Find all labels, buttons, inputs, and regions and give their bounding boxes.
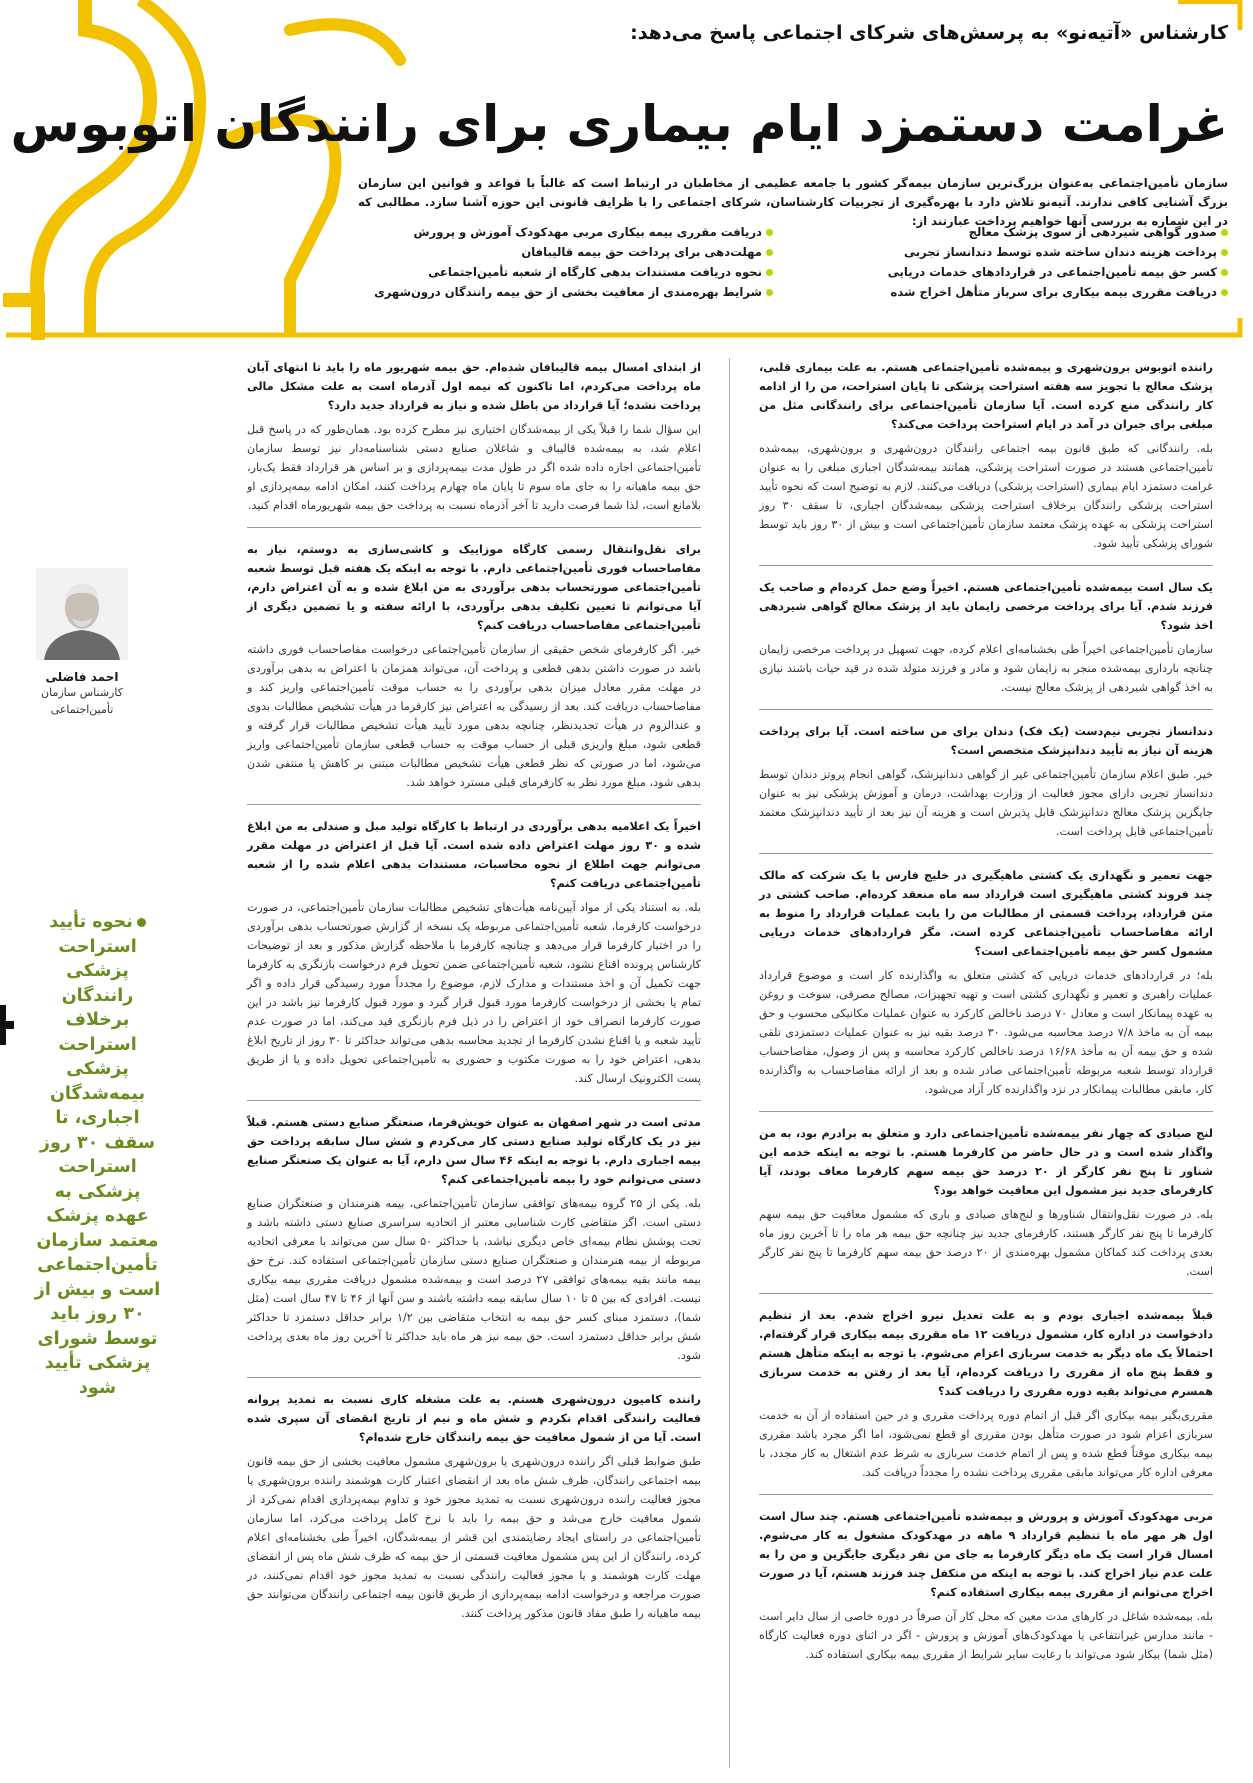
author-name: احمد فاضلی [45, 670, 119, 684]
answer: بله. یکی از ۲۵ گروه بیمه‌های توافقی سازمان تأمین‌اجتماعی، بیمه هنرمندان و صنعتگران صنایع دستی است. اگر متقاضی کارت شناسایی معتبر از اتحادیه سراسری صنایع دستی داشته باشد و تحت پوشش نظام بیمه‌ای خاص دیگری نباشد، با حداکثر ۵۰ سال سن می‌تواند با معرفی اتحادیه مربوطه از بیمه هنرمندان و صنعتگران صنایع دستی سازمان تأمین‌اجتماعی استفاده کند. نرخ حق بیمه مانند بقیه بیمه‌های توافقی ۲۷ درصد است و بیمه‌شده مشمول دریافت مقرری بیمه بیکاری نیست. افرادی که بین ۵ تا ۱۰ سال سابقه بیمه داشته باشند و سن آنها از ۴۶ تا ۴۷ سال است (مثل شما)، دستمزد مبنای کسر حق بیمه به انتخاب متقاضی بین ۱/۲ برابر حداقل دستمزد تا حداکثر شش برابر حداقل دستمزد است. حق بیمه نیز هر ماه باید حداکثر تا آخرین روز ماه بعدی پرداخت شود. [247, 1197, 702, 1362]
bullet-icon [1221, 229, 1228, 236]
bullet-icon [1221, 289, 1228, 296]
bullet-icon [766, 269, 773, 276]
answer: بله. به استناد یکی از مواد آیین‌نامه هیأت‌های تشخیص مطالبات سازمان تأمین‌اجتماعی، در صورت درخواست کارفرما، شعبه تأمین‌اجتماعی مربوطه یک نسخه از گزارش صورتحساب بدهی برآوردی را در اختیار کارفرما قرار می‌دهد و چنانچه کارفرما با ملاحظه گزارش مذکور و بعد از توضیحات کارشناس پرونده اقناع نشود، شعبه تأمین‌اجتماعی ضمن تحویل فرم درخواست بازنگری به کارفرما جهت تکمیل آن و اخذ مستندات و مدارک لازم، موضوع را مجدداً مورد رسیدگی قرار داده و اگر تمام یا بخشی از درخواست کارفرما مورد قبول قرار گیرد و مورد قبول کارفرما نیز باشد در این صورت کارفرما انصراف خود از اعتراض را در ذیل فرم بازنگری قید می‌کند، اما در صورت عدم تأیید شعبه و یا اقناع نشدن کارفرما از تجدید محاسبه بدهی می‌تواند حداکثر تا ۳۰ روز از تاریخ ابلاغ بدهی، اعتراض خود را به صورت مکتوب و حضوری به تأمین‌اجتماعی تحویل داده و یا از طریق پست الکترونیک ارسال کند. [247, 901, 701, 1085]
qa-item [759, 710, 1213, 854]
qa-item [759, 1294, 1213, 1495]
answer: بله. بیمه‌شده شاغل در کارهای مدت معین که محل کار آن صرفاً در دوره خاصی از سال دایر است - مانند مدارس غیرانتفاعی یا مهدکودک‌های آموزش و پرورش - اگر در اثنای دوره فعالیت کارگاه (مثل شما) بیکار شود می‌تواند با رعایت سایر شرایط از مقرری بیمه بیکاری استفاده کند. [759, 1610, 1213, 1661]
topic-item: صدور گواهی شیردهی از سوی پزشک معالج [803, 222, 1228, 242]
bullet-icon [1221, 269, 1228, 276]
middle-column [247, 358, 701, 1635]
qa-item [247, 358, 701, 528]
answer: این سؤال شما را قبلاً یکی از بیمه‌شدگان اختیاری نیز مطرح کرده بود. همان‌طور که در پاسخ قبل اعلام شد، به بیمه‌شده قالیباف و شاغلان صنایع دستی شناسنامه‌دار نیز توسط سازمان تأمین‌اجتماعی اجازه داده شده اگر در طول مدت بیمه‌پردازی و بر اساس هر قرارداد فقط یک‌بار، حق بیمه ماهیانه را به جای ماه سوم تا پایان ماه چهارم پرداخت کنند، امکان ادامه بیمه‌پردازی او بلامانع است، لذا شما فرصت دارید تا آخر آذرماه نسبت به پرداخت حق بیمه شهریورماه اقدام کنید. [247, 423, 701, 512]
topic-item: شرایط بهره‌مندی از معافیت بخشی از حق بیمه رانندگان درون‌شهری [348, 282, 773, 302]
question: راننده کامیون درون‌شهری هستم. به علت مشغله کاری نسبت به تمدید پروانه فعالیت رانندگی اقدام نکردم و شش ماه و نیم از تاریخ انقضای آن سپری شده است. آیا من از شمول معافیت حق بیمه رانندگان خارج شده‌ام؟ [247, 1393, 701, 1444]
qa-item [247, 805, 701, 1101]
question: برای نقل‌وانتقال رسمی کارگاه موزاییک و کاشی‌سازی به دوستم، نیاز به مفاصاحساب فوری تأمین‌اجتماعی دارم. با توجه به اینکه یک هفته قبل توسط شعبه تأمین‌اجتماعی صورتحساب بدهی برآوردی به من ابلاغ شده و به آن اعتراض دارم، آیا می‌توانم تا تعیین تکلیف بدهی برآوردی، با ارائه سفته و یا تضمین دیگری از تأمین‌اجتماعی مفاصاحساب دریافت کنم؟ [247, 543, 701, 632]
question: مدتی است در شهر اصفهان به عنوان خویش‌فرما، صنعتگر صنایع دستی هستم. قبلاً نیز در یک کارگاه تولید صنایع دستی کار می‌کردم و شش سال سابقه پرداخت حق بیمه اجباری دارم. با توجه به اینکه ۴۶ سال سن دارم، آیا به عنوان یک صنعتگر صنایع دستی می‌توانم خود را بیمه تأمین‌اجتماعی کنم؟ [247, 1116, 701, 1186]
qa-item [759, 358, 1213, 566]
question: از ابتدای امسال بیمه قالیبافان شده‌ام. حق بیمه شهریور ماه را باید تا انتهای آبان ماه پرداخت می‌کردم، اما تاکنون که نیمه اول آذرماه است به علت مشکل مالی پرداخت نشده؛ آیا قرارداد من باطل شده و نیاز به قرارداد جدید دارد؟ [247, 361, 701, 412]
bullet-icon [1221, 249, 1228, 256]
topic-item: دریافت مقرری بیمه بیکاری مربی مهدکودک آموزش و پرورش [348, 222, 773, 242]
author-box [36, 568, 128, 718]
qa-item [247, 1378, 701, 1635]
edge-registration-mark [0, 1005, 14, 1045]
question: یک سال است بیمه‌شده تأمین‌اجتماعی هستم. اخیراً وضع حمل کرده‌ام و صاحب یک فرزند شدم. آیا برای پرداخت مرخصی زایمان باید از پزشک معالج گواهی شیردهی اخذ شود؟ [759, 581, 1213, 632]
topic-item: نحوه دریافت مستندات بدهی کارگاه از شعبه تأمین‌اجتماعی [348, 262, 773, 282]
article-kicker: کارشناس «آتیه‌نو» به پرسش‌های شرکای اجتماعی پاسخ می‌دهد: [630, 22, 1228, 44]
qa-item [247, 1101, 701, 1378]
question: اخیراً یک اعلامیه بدهی برآوردی در ارتباط با کارگاه تولید مبل و صندلی به من ابلاغ شده و ۳۰ روز مهلت اعتراض داده شده است. آیا قبل از اعتراض در مهلت مقرر می‌توانم جهت اطلاع از نحوه محاسبات، مستندات بدهی اعلام شده را از شعبه تأمین‌اجتماعی دریافت کنم؟ [247, 820, 702, 890]
bullet-icon [766, 229, 773, 236]
column-divider [729, 358, 730, 1768]
author-photo [36, 568, 128, 660]
bullet-icon [766, 289, 773, 296]
answer: سازمان تأمین‌اجتماعی اخیراً طی بخشنامه‌ای اعلام کرده، جهت تسهیل در پرداخت مرخصی زایمان چنانچه بارداری بیمه‌شده منجر به زایمان شود و مادر و فرزند متولد شده در قید حیات باشند نیازی به اخذ گواهی شیردهی از پزشک معالج نیست. [759, 643, 1213, 694]
topic-item: مهلت‌دهی برای پرداخت حق بیمه قالیبافان [348, 242, 773, 262]
topic-item: کسر حق بیمه تأمین‌اجتماعی در قراردادهای خدمات دریایی [803, 262, 1228, 282]
bullet-icon [766, 249, 773, 256]
right-column [759, 358, 1213, 1676]
answer: بله. رانندگانی که طبق قانون بیمه اجتماعی رانندگان درون‌شهری و برون‌شهری، بیمه‌شده تأمین‌اجتماعی هستند در صورت استراحت پزشکی، همانند بیمه‌شدگان اجباری مبلغی را به عنوان غرامت دستمزد ایام بیماری (استراحت پزشکی) دریافت می‌کنند. لازم به توضیح است که نحوه تأیید استراحت پزشکی رانندگان برخلاف استراحت پزشکی بیمه‌شدگان اجباری، تا سقف ۳۰ روز استراحت پزشکی به عهده پزشک معتمد سازمان تأمین‌اجتماعی است و بیش از ۳۰ روز باید توسط شورای پزشکی تأیید شود. [759, 442, 1213, 550]
answer: بله؛ در قراردادهای خدمات دریایی که کشتی متعلق به واگذارنده کار است و موضوع قرارداد عملیات راهبری و تعمیر و نگهداری کشتی است و تهیه تجهیزات، مصالح مصرفی، سوخت و روغن به عهده پیمانکار است و معادل ۷۰ درصد ناخالص کارکرد به عنوان عملیات مکانیکی محسوب و حق بیمه آن به ماخذ ۷/۸ درصد محاسبه می‌شود. ۳۰ درصد بقیه نیز به عنوان عملیات دستمزدی تلقی شده و حق بیمه آن به مأخذ ۱۶/۶۸ درصد ناخالص کارکرد محاسبه و پس از وصول، مفاصاحساب قرارداد توسط شعبه مربوطه تأمین‌اجتماعی صادر شده و بعد از ارائه مفاصاحساب به واگذارنده کار، مابقی مطالبات پیمانکار در نزد واگذارنده کار آزاد می‌شود. [759, 969, 1214, 1096]
pull-quote-text: نحوه تأیید استراحت پزشکی رانندگان برخلاف استراحت پزشکی بیمه‌شدگان اجباری، تا سقف ۳۰ روز استراحت پزشکی به عهده پزشک معتمد سازمان تأمین‌اجتماعی است و بیش از ۳۰ روز باید توسط شورای پزشکی تأیید شود [34, 912, 161, 1398]
answer: مقرری‌بگیر بیمه بیکاری اگر قبل از اتمام دوره پرداخت مقرری و در حین استفاده از آن به خدمت سربازی اعزام شود در صورت متأهل بودن مقرری او قطع نمی‌شود، اما اگر مجرد باشد مقرری بیمه بیکاری موقتاً قطع شده و پس از اتمام خدمت سربازی به شرط عدم اشتغال به کار مجدد، با معرفی اداره کار می‌تواند مابقی مقرری پرداخت نشده را مجدداً دریافت کند. [759, 1409, 1213, 1479]
bullet-icon [137, 918, 146, 927]
answer: خیر. طبق اعلام سازمان تأمین‌اجتماعی غیر از گواهی دندانپزشک، گواهی انجام پروتز دندان توسط دندانساز تجربی دارای مجوز فعالیت از وزارت بهداشت، درمان و آموزش پزشکی نیز به عنوان جایگزین پزشک معالج دندانپزشک قابل پذیرش است و هزینه آن نیز بعد از تأیید دندانپزشک معتمد تأمین‌اجتماعی قابل پرداخت است. [759, 768, 1213, 838]
qa-item [759, 1112, 1213, 1294]
answer: طبق ضوابط قبلی اگر راننده درون‌شهری یا برون‌شهری مشمول معافیت بخشی از حق بیمه قانون بیمه اجتماعی رانندگان، ظرف شش ماه بعد از انقضای اعتبار کارت هوشمند راننده برون‌شهری یا مجوز فعالیت راننده درون‌شهری نسبت به تمدید مجوز خود و تداوم بیمه‌پردازی اقدام نمی‌کرد از شمول معافیت خارج می‌شد و حق بیمه را باید با نرخ کامل پرداخت می‌کرد، اما سازمان تأمین‌اجتماعی در راستای ایجاد رضایتمندی این قشر از بیمه‌شدگان، اخیراً طی بخشنامه‌ای اعلام کرده، رانندگان از این پس مشمول معافیت قسمتی از حق بیمه که ظرف شش ماه پس از انقضای مهلت کارت هوشمند و یا مجوز فعالیت رانندگی نسبت به تمدید مجوز خود اقدام نمی‌کنند، در صورت مراجعه و درخواست ادامه بیمه‌پردازی از طریق قانون بیمه اجتماعی رانندگان می‌توانند حق بیمه ماهیانه را طبق مفاد قانون مذکور پرداخت کنند. [247, 1455, 701, 1620]
answer: خیر. اگر کارفرمای شخص حقیقی از سازمان تأمین‌اجتماعی درخواست مفاصاحساب فوری داشته باشد در صورت داشتن بدهی قطعی و پرداخت آن، می‌تواند همزمان با اعتراض به بدهی برآوردی در مهلت مقرر معادل میزان بدهی برآوردی را به حساب موقت تأمین‌اجتماعی واریز کند و مفاصاحساب دریافت کند. بعد از رسیدگی به اعتراض نیز کارفرما در هیأت تشخیص مطالبات بدوی و عندالزوم در هیأت تجدیدنظر، چنانچه بدهی مورد تأیید هیأت تشخیص مطالبات قرار گرفته و قطعی شود، مبلغ واریزی قبلی از حساب موقت به حساب قطعی سازمان تأمین‌اجتماعی واریز می‌شود، اما در صورتی که نظر قطعی هیأت تشخیص مطالبات مبتنی بر کاهش یا منتفی شدن بدهی شود، مبلغ مورد نظر به کارفرمای قبلی مسترد خواهد شد. [247, 643, 701, 789]
qa-item [247, 528, 701, 805]
question: لنج صیادی که چهار نفر بیمه‌شده تأمین‌اجتماعی دارد و متعلق به برادرم بود، به من واگذار شده است و در حال حاضر من کارفرما هستم. با توجه به اینکه خدمه این شناور تا پنج نفر کارگر از ۲۰ درصد حق بیمه سهم کارفرما معاف بودند، آیا کارفرمای جدید نیز مشمول این معافیت خواهد بود؟ [759, 1127, 1213, 1197]
question: مربی مهدکودک آموزش و پرورش و بیمه‌شده تأمین‌اجتماعی هستم. چند سال است اول هر مهر ماه با تنظیم قرارداد ۹ ماهه در مهدکودک مشغول به کار می‌شوم. امسال قرار است یک ماه دیگر کارفرما به جای من نفر دیگری جایگزین و من را به علت عدم نیاز اخراج کند. با توجه به اینکه من متکفل چند فرزند هستم، آیا در صورت اخراج می‌توانم از مقرری بیمه بیکاری استفاده کنم؟ [759, 1510, 1213, 1599]
question: قبلاً بیمه‌شده اجباری بودم و به علت تعدیل نیرو اخراج شدم. بعد از تنظیم دادخواست در اداره کار، مشمول دریافت ۱۲ ماه مقرری بیمه بیکاری قرار گرفته‌ام. احتمالاً یک ماه دیگر به خدمت سربازی اعزام می‌شوم. با توجه به اینکه متأهل هستم و فقط پنج ماه از مقرری را دریافت کرده‌ام، آیا بعد از رفتن به خدمت سربازی همسرم می‌تواند بقیه دوره مقرری را دریافت کند؟ [759, 1309, 1213, 1398]
topic-item: پرداخت هزینه دندان ساخته شده توسط دندانساز تجربی [803, 242, 1228, 262]
qa-item [759, 1495, 1213, 1676]
question: راننده اتوبوس برون‌شهری و بیمه‌شده تأمین‌اجتماعی هستم. به علت بیماری قلبی، پزشک معالج با تجویز سه هفته استراحت پزشکی تا پایان استراحت، من را از ادامه کار رانندگی منع کرده است. آیا سازمان تأمین‌اجتماعی برای رانندگانی مثل من مبلغی برای جبران در آمد در ایام استراحت پرداخت می‌کند؟ [759, 361, 1213, 431]
question: دندانساز تجربی نیم‌دست (یک فک) دندان برای من ساخته است. آیا برای پرداخت هزینه آن نیاز به تأیید دندانپزشک متخصص است؟ [759, 725, 1213, 757]
topics-list [348, 222, 1228, 302]
question: جهت تعمیر و نگهداری یک کشتی ماهیگیری در خلیج فارس با یک شرکت که مالک چند فروند کشتی ماهیگیری است قرارداد سه ماه منعقد کرده‌ام. صاحب کشتی در متن قرارداد، پرداخت قسمتی از مطالبات من را بابت عملیات قرارداد را منوط به ارائه مفاصاحساب تأمین‌اجتماعی کرده است. مگر قراردادهای خدمات دریایی مشمول کسر حق بیمه تأمین‌اجتماعی است؟ [759, 869, 1213, 958]
topic-item: دریافت مقرری بیمه بیکاری برای سرباز متأهل اخراج شده [803, 282, 1228, 302]
author-role: کارشناس سازمان تأمین‌اجتماعی [41, 686, 123, 716]
qa-item [759, 566, 1213, 710]
qa-item [759, 854, 1213, 1112]
pull-quote [30, 910, 165, 1400]
article-headline: غرامت دستمزد ایام بیماری برای رانندگان اتوبوس [10, 95, 1228, 153]
article-intro: سازمان تأمین‌اجتماعی به‌عنوان بزرگ‌ترین سازمان بیمه‌گر کشور با جامعه عظیمی از مخاطبان در ارتباط است که غالباً با قواعد و قوانین این سازمان بزرگ آشنایی کافی ندارند. آتیه‌نو تلاش دارد با بهره‌گیری از تجربیات کارشناسان، شرکای اجتماعی را با ظرایف قانونی این حوزه آشنا سازد. مطالبی که در این شماره به بررسی آنها خواهیم پرداخت عبارتند از: [358, 176, 1228, 228]
answer: بله. در صورت نقل‌وانتقال شناورها و لنج‌های صیادی و باری که مشمول معافیت حق بیمه سهم کارفرما تا پنج نفر کارگر هستند، کارفرمای جدید نیز چنانچه حق بیمه هر ماه را تا آخرین روز ماه بعدی پرداخت کند کماکان مشمول بهره‌مندی از ۲۰ درصد حق بیمه سهم کارفرما تا پنج نفر کارگر است. [759, 1208, 1213, 1278]
